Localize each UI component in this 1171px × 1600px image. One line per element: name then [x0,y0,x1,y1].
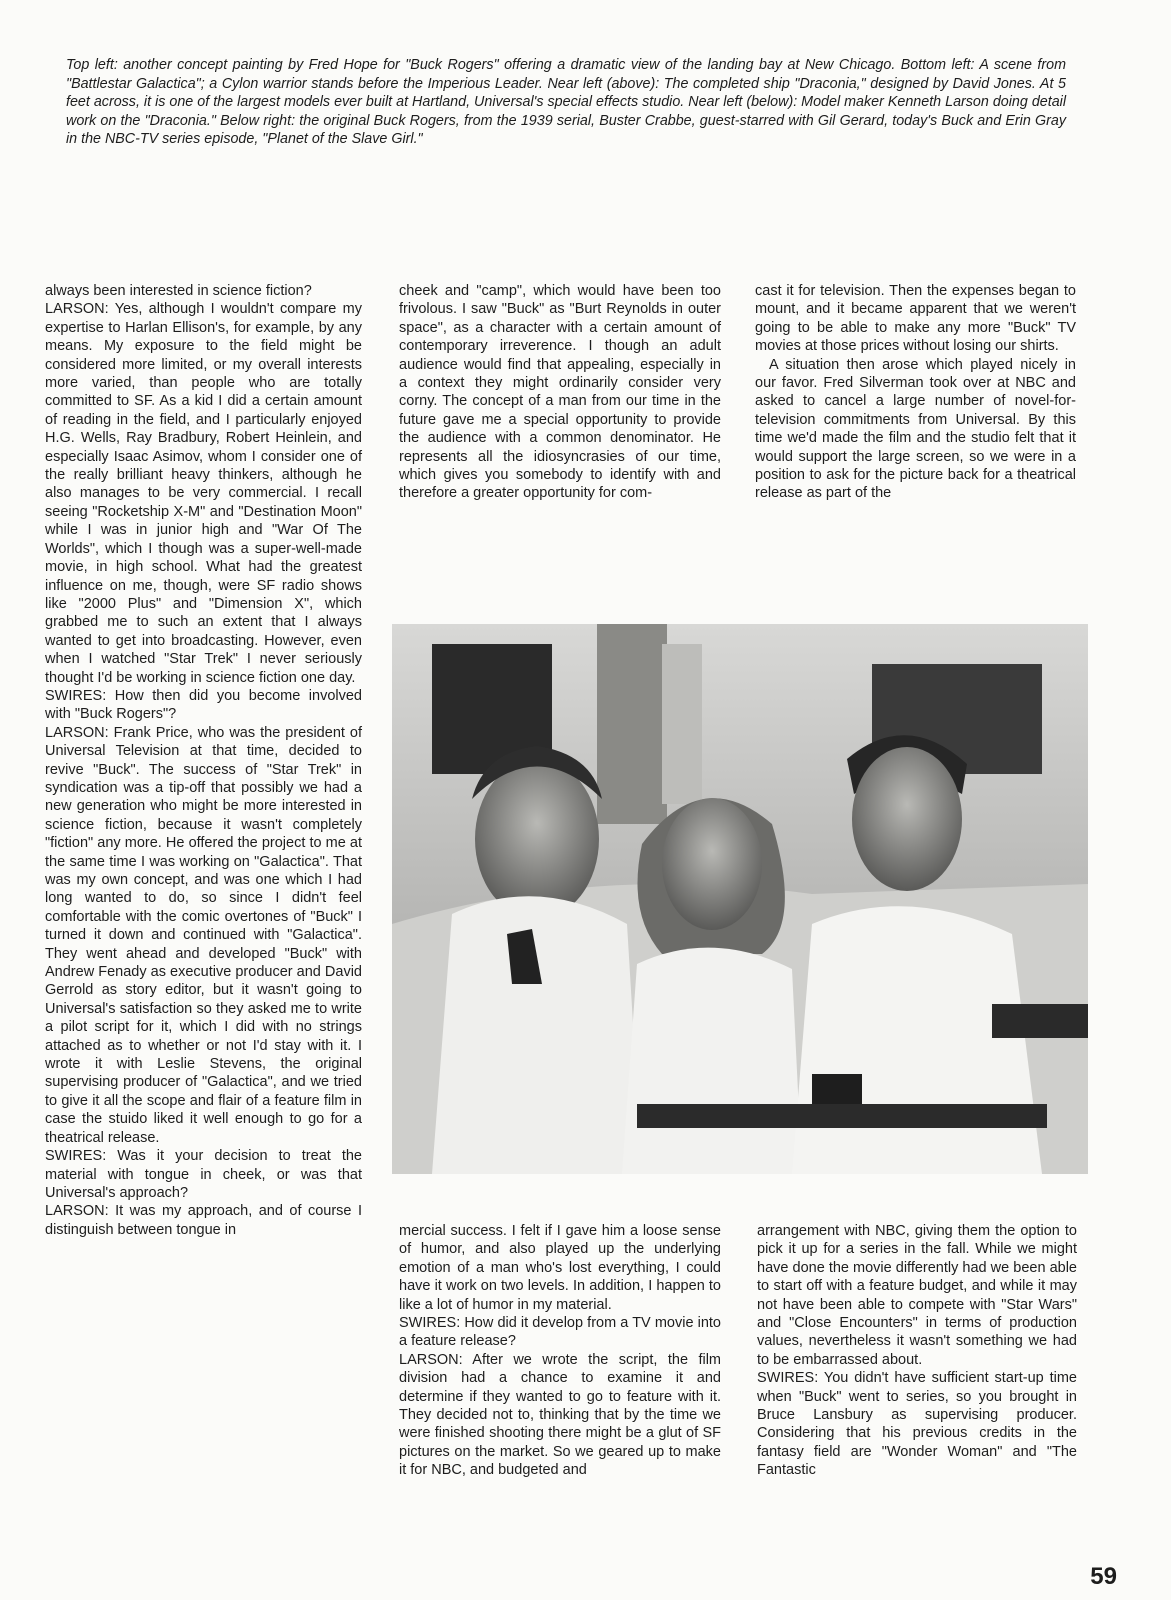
page-number: 59 [1090,1563,1117,1590]
article-column-3-bottom [757,1222,1077,1480]
photo-caption: Top left: another concept painting by Fred Hope for "Buck Rogers" offering a dramatic view of the landing bay at New Chicago. Bottom left: A scene from "Battlestar Galactica"; a Cylon warrior stands before the Imperious Leader. Near left (above): The completed ship "Draconia," designed by David Jones. At 5 feet across, it is one of the largest models ever built at Hartland, Universal's special effects studio. Near left (below): Model maker Kenneth Larson doing detail work on the "Draconia." Below right: the original Buck Rogers, from the 1939 serial, Buster Crabbe, guest-starred with Gil Gerard, today's Buck and Erin Gray in the NBC-TV series episode, "Planet of the Slave Girl." [66,57,1066,148]
cast-photo-illustration [392,624,1088,1174]
paragraph: mercial success. I felt if I gave him a loose sense of humor, and also played up the underlying emotion of a man who's lost everything, I could have it work on two levels. In addition, I happen to like a lot of humor in my material. [399,1223,721,1313]
paragraph: LARSON: It was my approach, and of course I distinguish between tongue in [45,1203,362,1238]
paragraph: LARSON: Frank Price, who was the president of Universal Television at that time, decided to revive "Buck". The success of "Star Trek" in syndication was a tip-off that possibly we had a new generation who might be more interested in science fiction, because it wasn't completely "fiction" any more. He offered the project to me at the same time I was working on "Galactica". That was my own concept, and was one which I had long wanted to do, so since I didn't feel comfortable with the comic overtones of "Buck" I turned it down and continued with "Galactica". They went ahead and developed "Buck" with Andrew Fenady as executive producer and David Gerrold as story editor, but it wasn't going to Universal's satisfaction so they asked me to write a pilot script for it, which I did with no strings attached as to whether or not I'd stay with it. I wrote it with Leslie Stevens, the original supervising producer of "Galactica", and we tried to give it all the scope and flair of a feature film in case the stuido liked it well enough to go for a theatrical release. [45,724,362,1146]
article-column-2-top [399,282,721,503]
cast-photo [392,624,1088,1174]
paragraph: cheek and "camp", which would have been too frivolous. I saw "Buck" as "Burt Reynolds in outer space", as a character with a certain amount of contemporary irreverence. I though an adult audience would find that appealing, especially in a context they might ordinarily consider very corny. The concept of a man from our time in the future gave me a special opportunity to provide the audience with a common denominator. He represents all the idiosyncrasies of our time, which gives you somebody to identify with and therefore a greater opportunity for com- [399,283,721,502]
paragraph: A situation then arose which played nicely in our favor. Fred Silverman took over at NBC and asked to cancel a large number of novel-for-television commitments from Universal. By this time we'd made the film and the studio felt that it would support the large screen, so we were in a position to ask for the picture back for a theatrical release as part of the [755,356,1076,502]
paragraph: SWIRES: How did it develop from a TV movie into a feature release? [399,1315,721,1350]
paragraph: LARSON: After we wrote the script, the film division had a chance to examine it and determine if they wanted to go to feature with it. They decided not to, thinking that by the time we were finished shooting there might be a glut of SF pictures on the market. So we geared up to make it for NBC, and budgeted and [399,1351,721,1479]
paragraph: LARSON: Yes, although I wouldn't compare my expertise to Harlan Ellison's, for example, by any means. My exposure to the field might be considered more limited, or my overall interests more varied, than people who are totally committed to SF. As a kid I did a certain amount of reading in the field, and I particularly enjoyed H.G. Wells, Ray Bradbury, Robert Heinlein, and especially Isaac Asimov, whom I consider one of the really brilliant heavy thinkers, although he also manages to be very commercial. I recall seeing "Rocketship X-M" and "Destination Moon" while I was in junior high and "War Of The Worlds", which I though was a super-well-made movie, in high school. What had the greatest influence on me, though, were SF radio shows like "2000 Plus" and "Dimension X", which grabbed me to such an extent that I always wanted to get into broadcasting. However, even when I watched "Star Trek" I never seriously thought I'd be working in science fiction one day. [45,301,362,686]
article-column-1 [45,282,362,1239]
article-column-3-top [755,282,1076,503]
paragraph: cast it for television. Then the expenses began to mount, and it became apparent that we weren't going to be able to make any more "Buck" TV movies at those prices without losing our shirts. [755,283,1076,355]
article-column-2-bottom [399,1222,721,1480]
paragraph: arrangement with NBC, giving them the option to pick it up for a series in the fall. While we might have done the movie differently had we been able to start off with a feature budget, and while it may not have been able to compete with "Star Wars" and "Close Encounters" in terms of production values, nevertheless it wasn't something we had to be embarrassed about. [757,1223,1077,1368]
paragraph: SWIRES: How then did you become involved with "Buck Rogers"? [45,687,362,723]
paragraph: SWIRES: You didn't have sufficient start-up time when "Buck" went to series, so you brought in Bruce Lansbury as supervising producer. Considering that his previous credits in the fantasy field are "Wonder Woman" and "The Fantastic [757,1370,1077,1479]
paragraph: SWIRES: Was it your decision to treat the material with tongue in cheek, or was that Universal's approach? [45,1148,362,1201]
paragraph: always been interested in science fiction? [45,283,312,299]
